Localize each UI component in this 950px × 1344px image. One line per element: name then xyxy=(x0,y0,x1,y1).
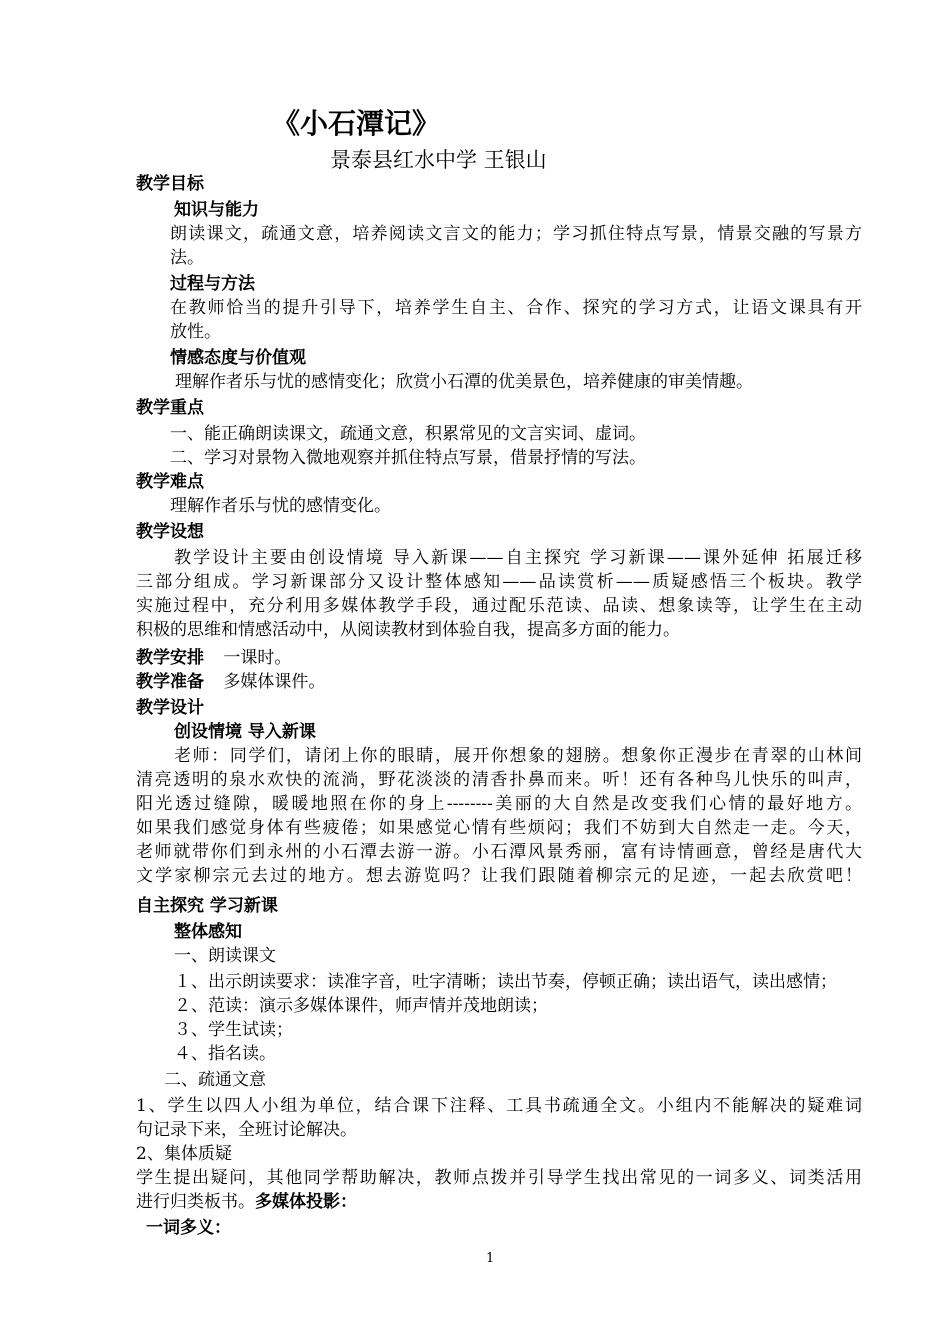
question-line: 学生提出疑问，其他同学帮助解决，教师点拨并引导学生找出常见的一词多义、词类活用 xyxy=(136,1168,862,1188)
knowledge-text-line: 法。 xyxy=(170,248,204,268)
author-line: 景泰县红水中学 王银山 xyxy=(330,148,547,172)
intro-heading: 创设情境 导入新课 xyxy=(174,722,316,742)
concept-line: 积极的思维和情感活动中，从阅读教材到体验自我，提高多方面的能力。 xyxy=(136,620,680,640)
arrangement-value: 一课时。 xyxy=(223,648,292,668)
process-text-line: 在教师恰当的提升引导下，培养学生自主、合作、探究的学习方式，让语文课具有开 xyxy=(170,298,862,318)
knowledge-label: 知识与能力 xyxy=(174,200,259,220)
design-heading: 教学设计 xyxy=(136,698,204,718)
intro-line: 老师：同学们，请闭上你的眼睛，展开你想象的翅膀。想象你正漫步在青翠的山林间 xyxy=(174,746,862,766)
multimedia-label: 多媒体投影： xyxy=(255,1192,357,1212)
understand-heading: 二、疏通文意 xyxy=(164,1070,266,1090)
preparation-row xyxy=(136,670,862,694)
understand-line: 1、学生以四人小组为单位，结合课下注释、工具书疏通全文。小组内不能解决的疑难词 xyxy=(136,1096,862,1116)
overall-heading: 整体感知 xyxy=(174,922,242,942)
read-item: ３、学生试读； xyxy=(174,1020,293,1040)
preparation-value: 多媒体课件。 xyxy=(223,672,326,692)
emotion-label: 情感态度与价值观 xyxy=(170,348,306,368)
objectives-heading: 教学目标 xyxy=(136,174,204,194)
knowledge-text-line: 朗读课文，疏通文意，培养阅读文言文的能力；学习抓住特点写景，情景交融的写景方 xyxy=(170,224,862,244)
question-heading: 2、集体质疑 xyxy=(136,1144,232,1164)
page-number: 1 xyxy=(486,1251,495,1266)
polysemy-heading: 一词多义： xyxy=(146,1218,231,1238)
explore-heading: 自主探究 学习新课 xyxy=(136,896,278,916)
understand-line: 句记录下来，全班讨论解决。 xyxy=(136,1120,357,1140)
preparation-label: 教学准备 xyxy=(136,672,204,692)
process-label: 过程与方法 xyxy=(170,274,255,294)
arrangement-label: 教学安排 xyxy=(136,648,204,668)
read-heading: 一、朗读课文 xyxy=(174,946,276,966)
difficulty-text: 理解作者乐与忧的感情变化。 xyxy=(170,496,391,516)
question-line-text: 进行归类板书。 xyxy=(136,1192,255,1212)
intro-line: 清亮透明的泉水欢快的流淌，野花淡淡的清香扑鼻而来。听！还有各种鸟儿快乐的叫声， xyxy=(136,770,862,790)
concept-line: 实施过程中，充分利用多媒体教学手段，通过配乐范读、品读、想象读等，让学生在主动 xyxy=(136,596,862,616)
intro-line: 文学家柳宗元去过的地方。想去游览吗？让我们跟随着柳宗元的足迹，一起去欣赏吧！ xyxy=(136,866,862,886)
difficulty-heading: 教学难点 xyxy=(136,472,204,492)
arrangement-row xyxy=(136,646,862,670)
read-item: ２、范读：演示多媒体课件，师声情并茂地朗读； xyxy=(174,996,548,1016)
intro-line: 如果我们感觉身体有些疲倦；如果感觉心情有些烦闷；我们不妨到大自然走一走。今天， xyxy=(136,818,862,838)
read-item: １、出示朗读要求：读准字音，吐字清晰；读出节奏，停顿正确；读出语气，读出感情； xyxy=(174,972,837,992)
concept-line: 教学设计主要由创设情境 导入新课——自主探究 学习新课——课外延伸 拓展迁移 xyxy=(174,548,862,568)
key-point-item: 二、学习对景物入微地观察并抓住特点写景，借景抒情的写法。 xyxy=(170,448,646,468)
emotion-text-line: 理解作者乐与忧的感情变化；欣赏小石潭的优美景色，培养健康的审美情趣。 xyxy=(175,372,753,392)
concept-heading: 教学设想 xyxy=(136,522,204,542)
read-item: ４、指名读。 xyxy=(174,1044,276,1064)
intro-line: 老师就带你们到永州的小石潭去游一游。小石潭风景秀丽，富有诗情画意，曾经是唐代大 xyxy=(136,842,862,862)
intro-line: 阳光透过缝隙，暖暖地照在你的身上--------美丽的大自然是改变我们心情的最好地方。 xyxy=(136,794,862,814)
concept-line: 三部分组成。学习新课部分又设计整体感知——品读赏析——质疑感悟三个板块。教学 xyxy=(136,572,862,592)
document-title: 《小石潭记》 xyxy=(272,107,441,140)
process-text-line: 放性。 xyxy=(170,322,221,342)
key-point-item: 一、能正确朗读课文，疏通文意，积累常见的文言实词、虚词。 xyxy=(170,424,646,444)
key-points-heading: 教学重点 xyxy=(136,398,204,418)
question-line-2 xyxy=(136,1190,862,1214)
